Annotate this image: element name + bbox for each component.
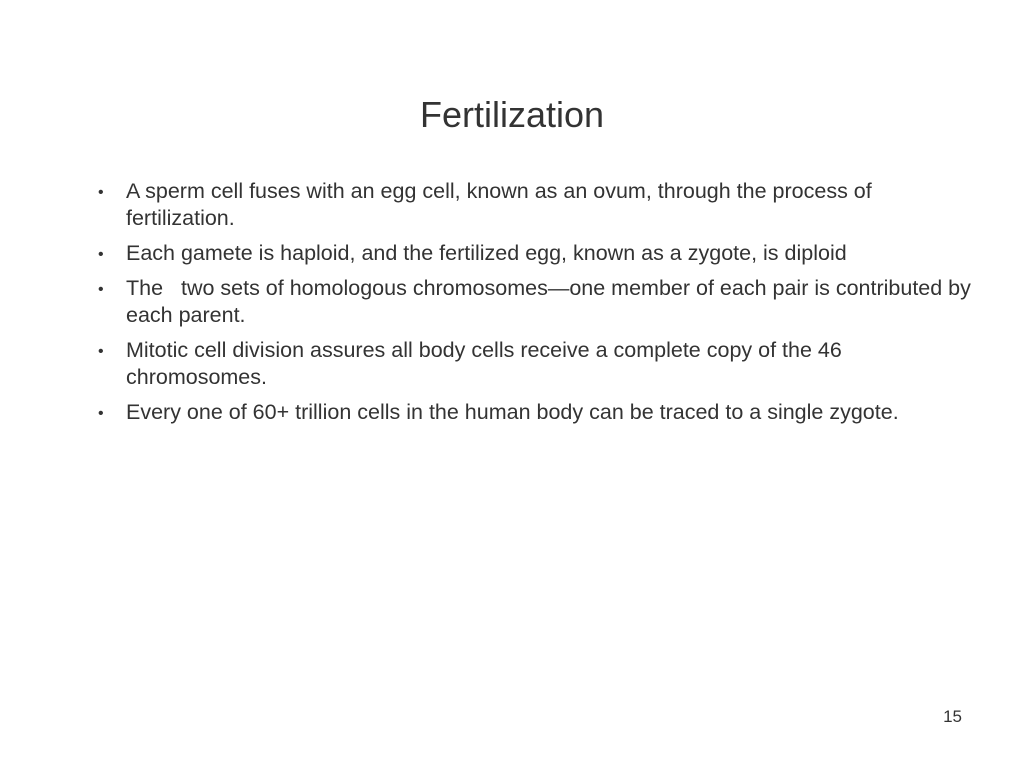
bullet-list [98,178,978,434]
bullet-icon: • [98,184,104,201]
bullet-item [98,240,978,267]
bullet-icon: • [98,405,104,422]
bullet-text: Mitotic cell division assures all body cells receive a complete copy of the 46 chromosomes. [126,338,848,389]
bullet-item [98,178,978,232]
bullet-text: A sperm cell fuses with an egg cell, known as an ovum, through the process of fertilization. [126,179,878,230]
bullet-icon: • [98,246,104,263]
slide-title: Fertilization [419,94,605,135]
page-number: 15 [943,707,962,726]
bullet-text: The two sets of homologous chromosomes—one member of each pair is contributed by each parent. [126,276,977,327]
bullet-item [98,399,978,426]
bullet-item [98,337,978,391]
bullet-text: Every one of 60+ trillion cells in the human body can be traced to a single zygote. [126,400,899,424]
bullet-icon: • [98,281,104,298]
bullet-icon: • [98,343,104,360]
bullet-item [98,275,978,329]
bullet-text: Each gamete is haploid, and the fertilized egg, known as a zygote, is diploid [126,241,847,265]
